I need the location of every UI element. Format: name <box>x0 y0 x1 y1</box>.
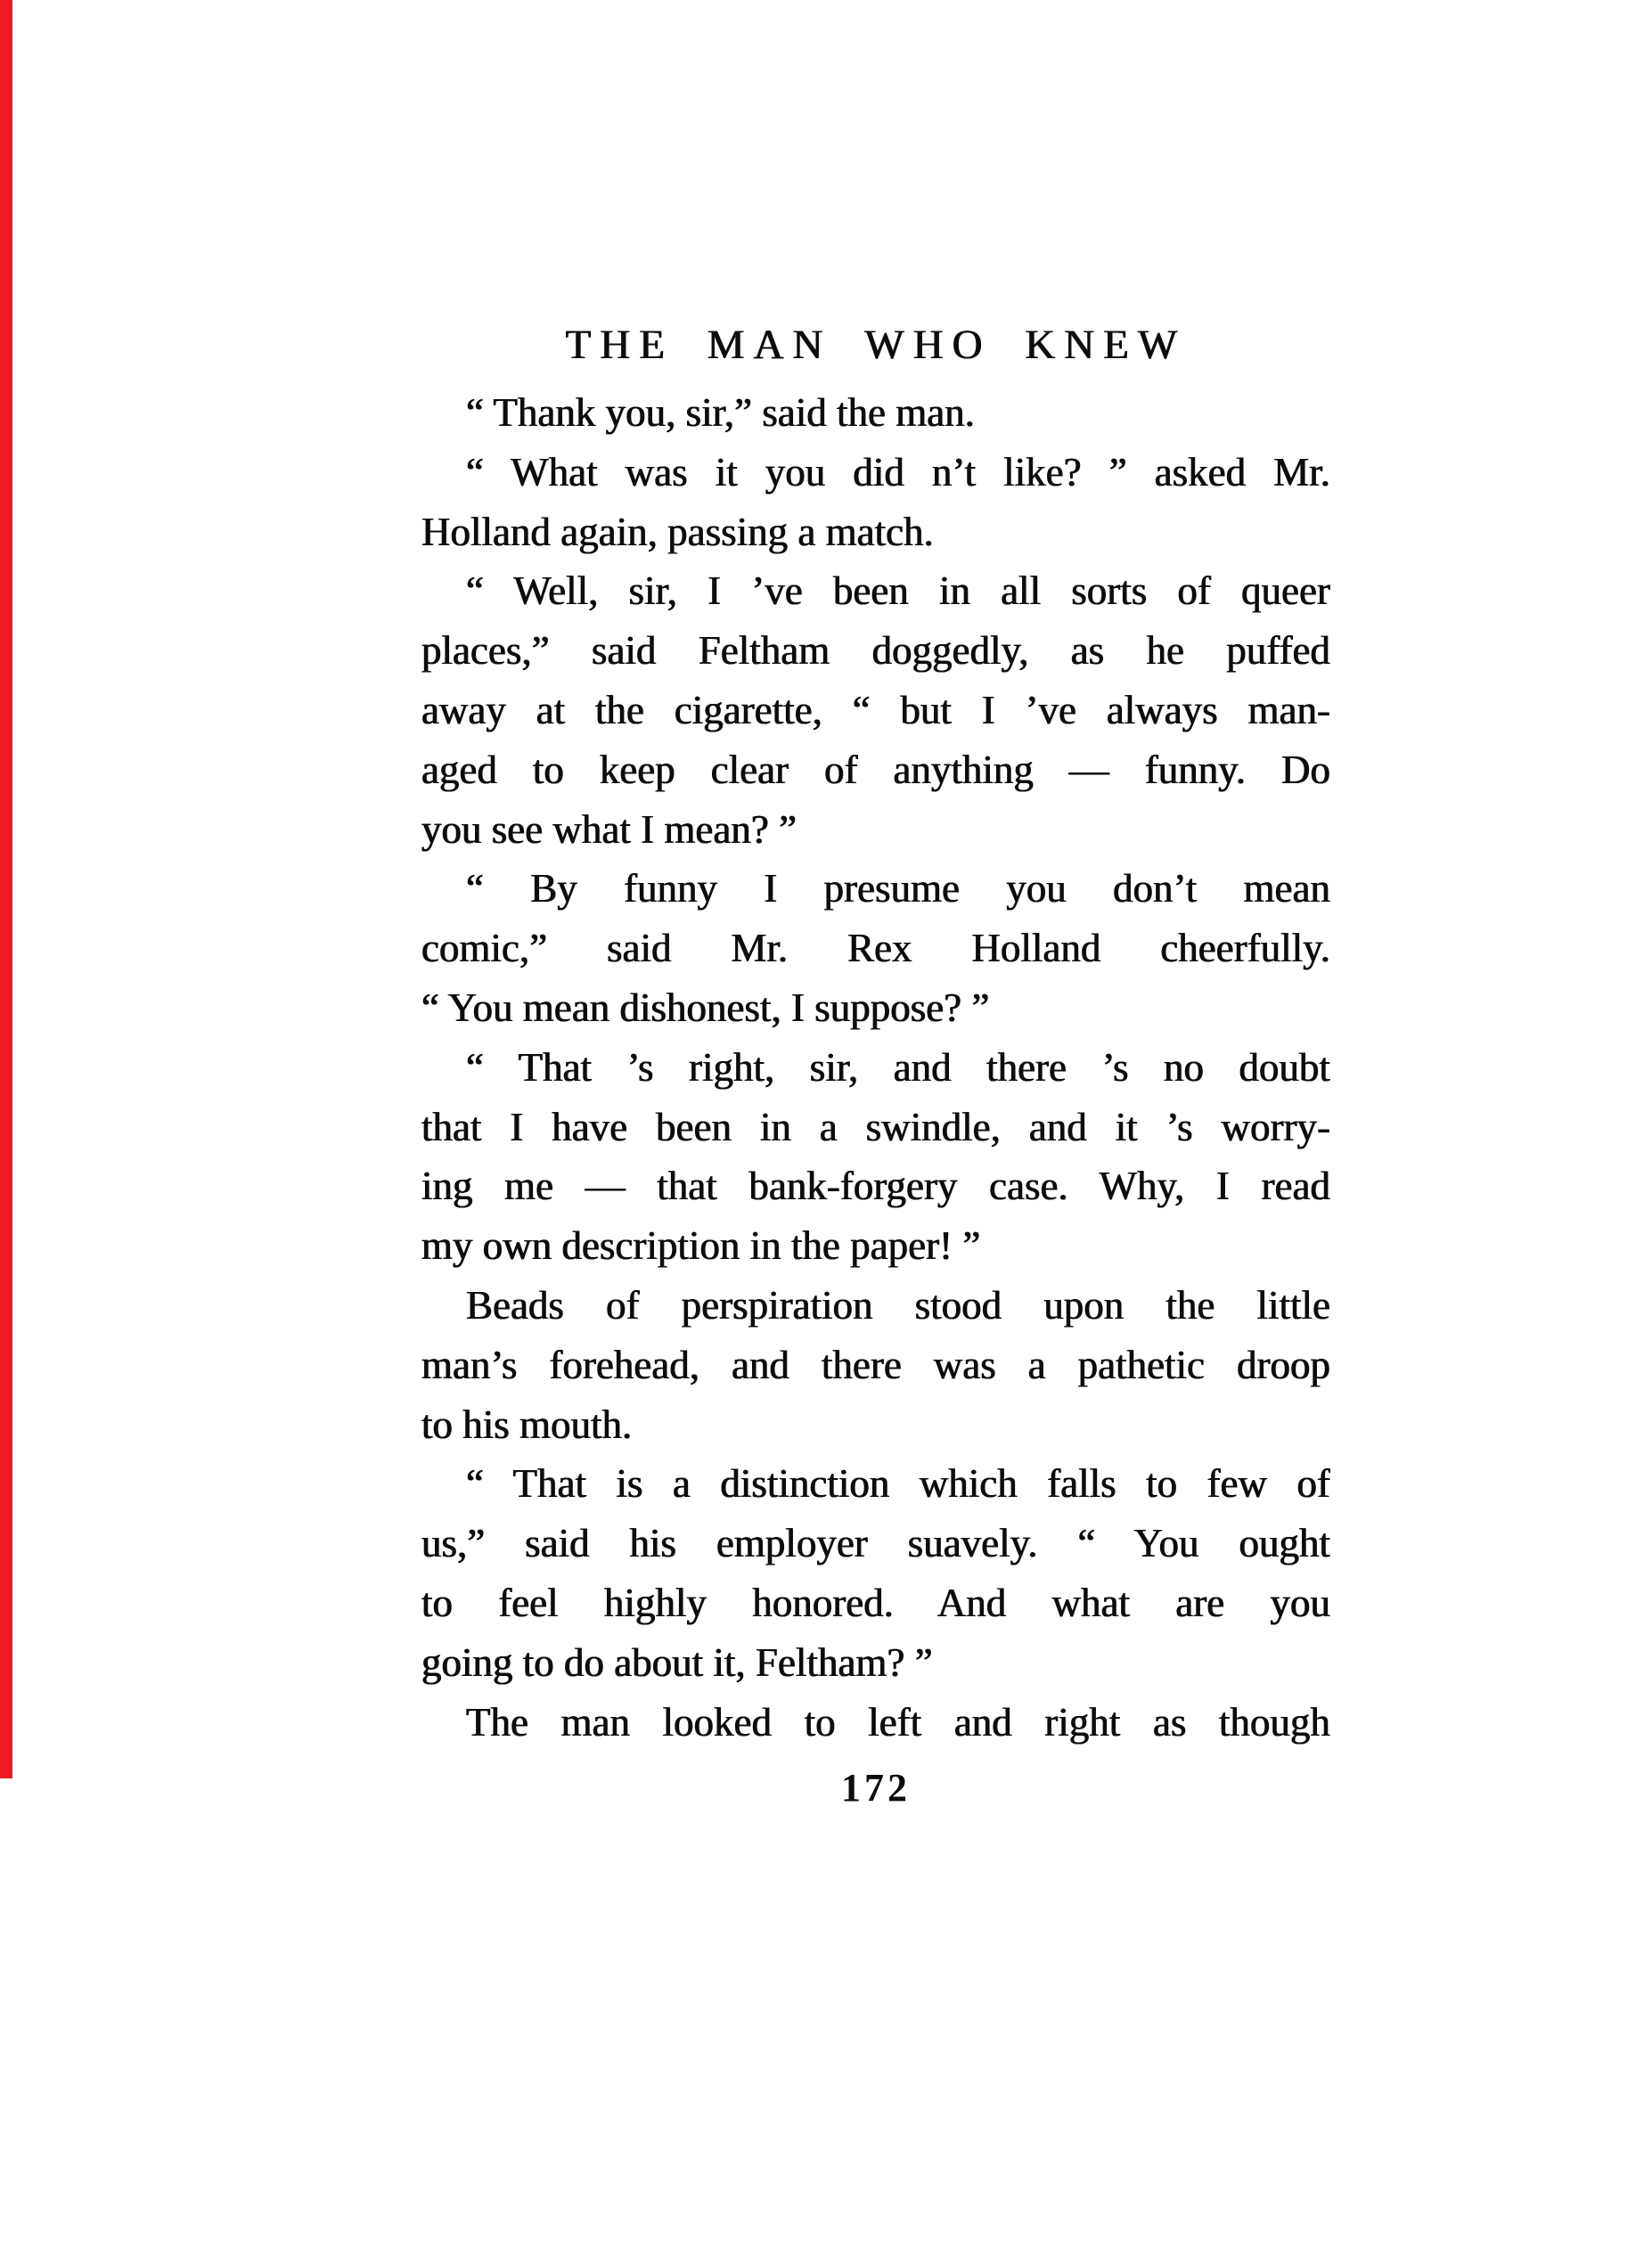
text-line: to feel highly honored. And what are you <box>421 1580 1330 1625</box>
text-line: “ Thank you, sir,” said the man. <box>466 390 975 435</box>
text-line: “ By funny I presume you don’t mean <box>466 866 1330 911</box>
text-line: “ That ’s right, sir, and there ’s no doubt <box>466 1044 1330 1090</box>
text-line: us,” said his employer suavely. “ You ought <box>421 1521 1330 1566</box>
running-header-title: THE MAN WHO KNEW <box>565 322 1187 368</box>
text-line: Beads of perspiration stood upon the little <box>466 1282 1330 1328</box>
text-line: The man looked to left and right as though <box>466 1699 1330 1745</box>
text-line: going to do about it, Feltham? ” <box>421 1639 933 1685</box>
text-line: places,” said Feltham doggedly, as he puffed <box>421 628 1330 674</box>
body-text <box>421 383 1330 1752</box>
text-line: “ That is a distinction which falls to few of <box>466 1461 1330 1507</box>
text-line: comic,” said Mr. Rex Holland cheerfully. <box>421 926 1330 971</box>
text-line: Holland again, passing a match. <box>421 509 934 554</box>
text-line: that I have been in a swindle, and it ’s worry- <box>421 1104 1330 1149</box>
text-line: you see what I mean? ” <box>421 806 797 852</box>
text-line: “ You mean dishonest, I suppose? ” <box>421 985 990 1030</box>
text-line: ing me — that bank-forgery case. Why, I read <box>421 1164 1330 1209</box>
text-line: “ Well, sir, I ’ve been in all sorts of queer <box>466 568 1330 614</box>
text-line: aged to keep clear of anything — funny. Do <box>421 747 1330 792</box>
text-line: “ What was it you did n’t like? ” asked Mr. <box>466 449 1330 494</box>
text-line: to his mouth. <box>421 1402 633 1447</box>
text-line: man’s forehead, and there was a pathetic droop <box>421 1342 1330 1387</box>
page-number: 172 <box>841 1766 911 1810</box>
text-line: my own description in the paper! ” <box>421 1223 981 1269</box>
page-edge-stain <box>0 0 12 1778</box>
text-line: away at the cigarette, “ but I ’ve always man- <box>421 687 1330 732</box>
